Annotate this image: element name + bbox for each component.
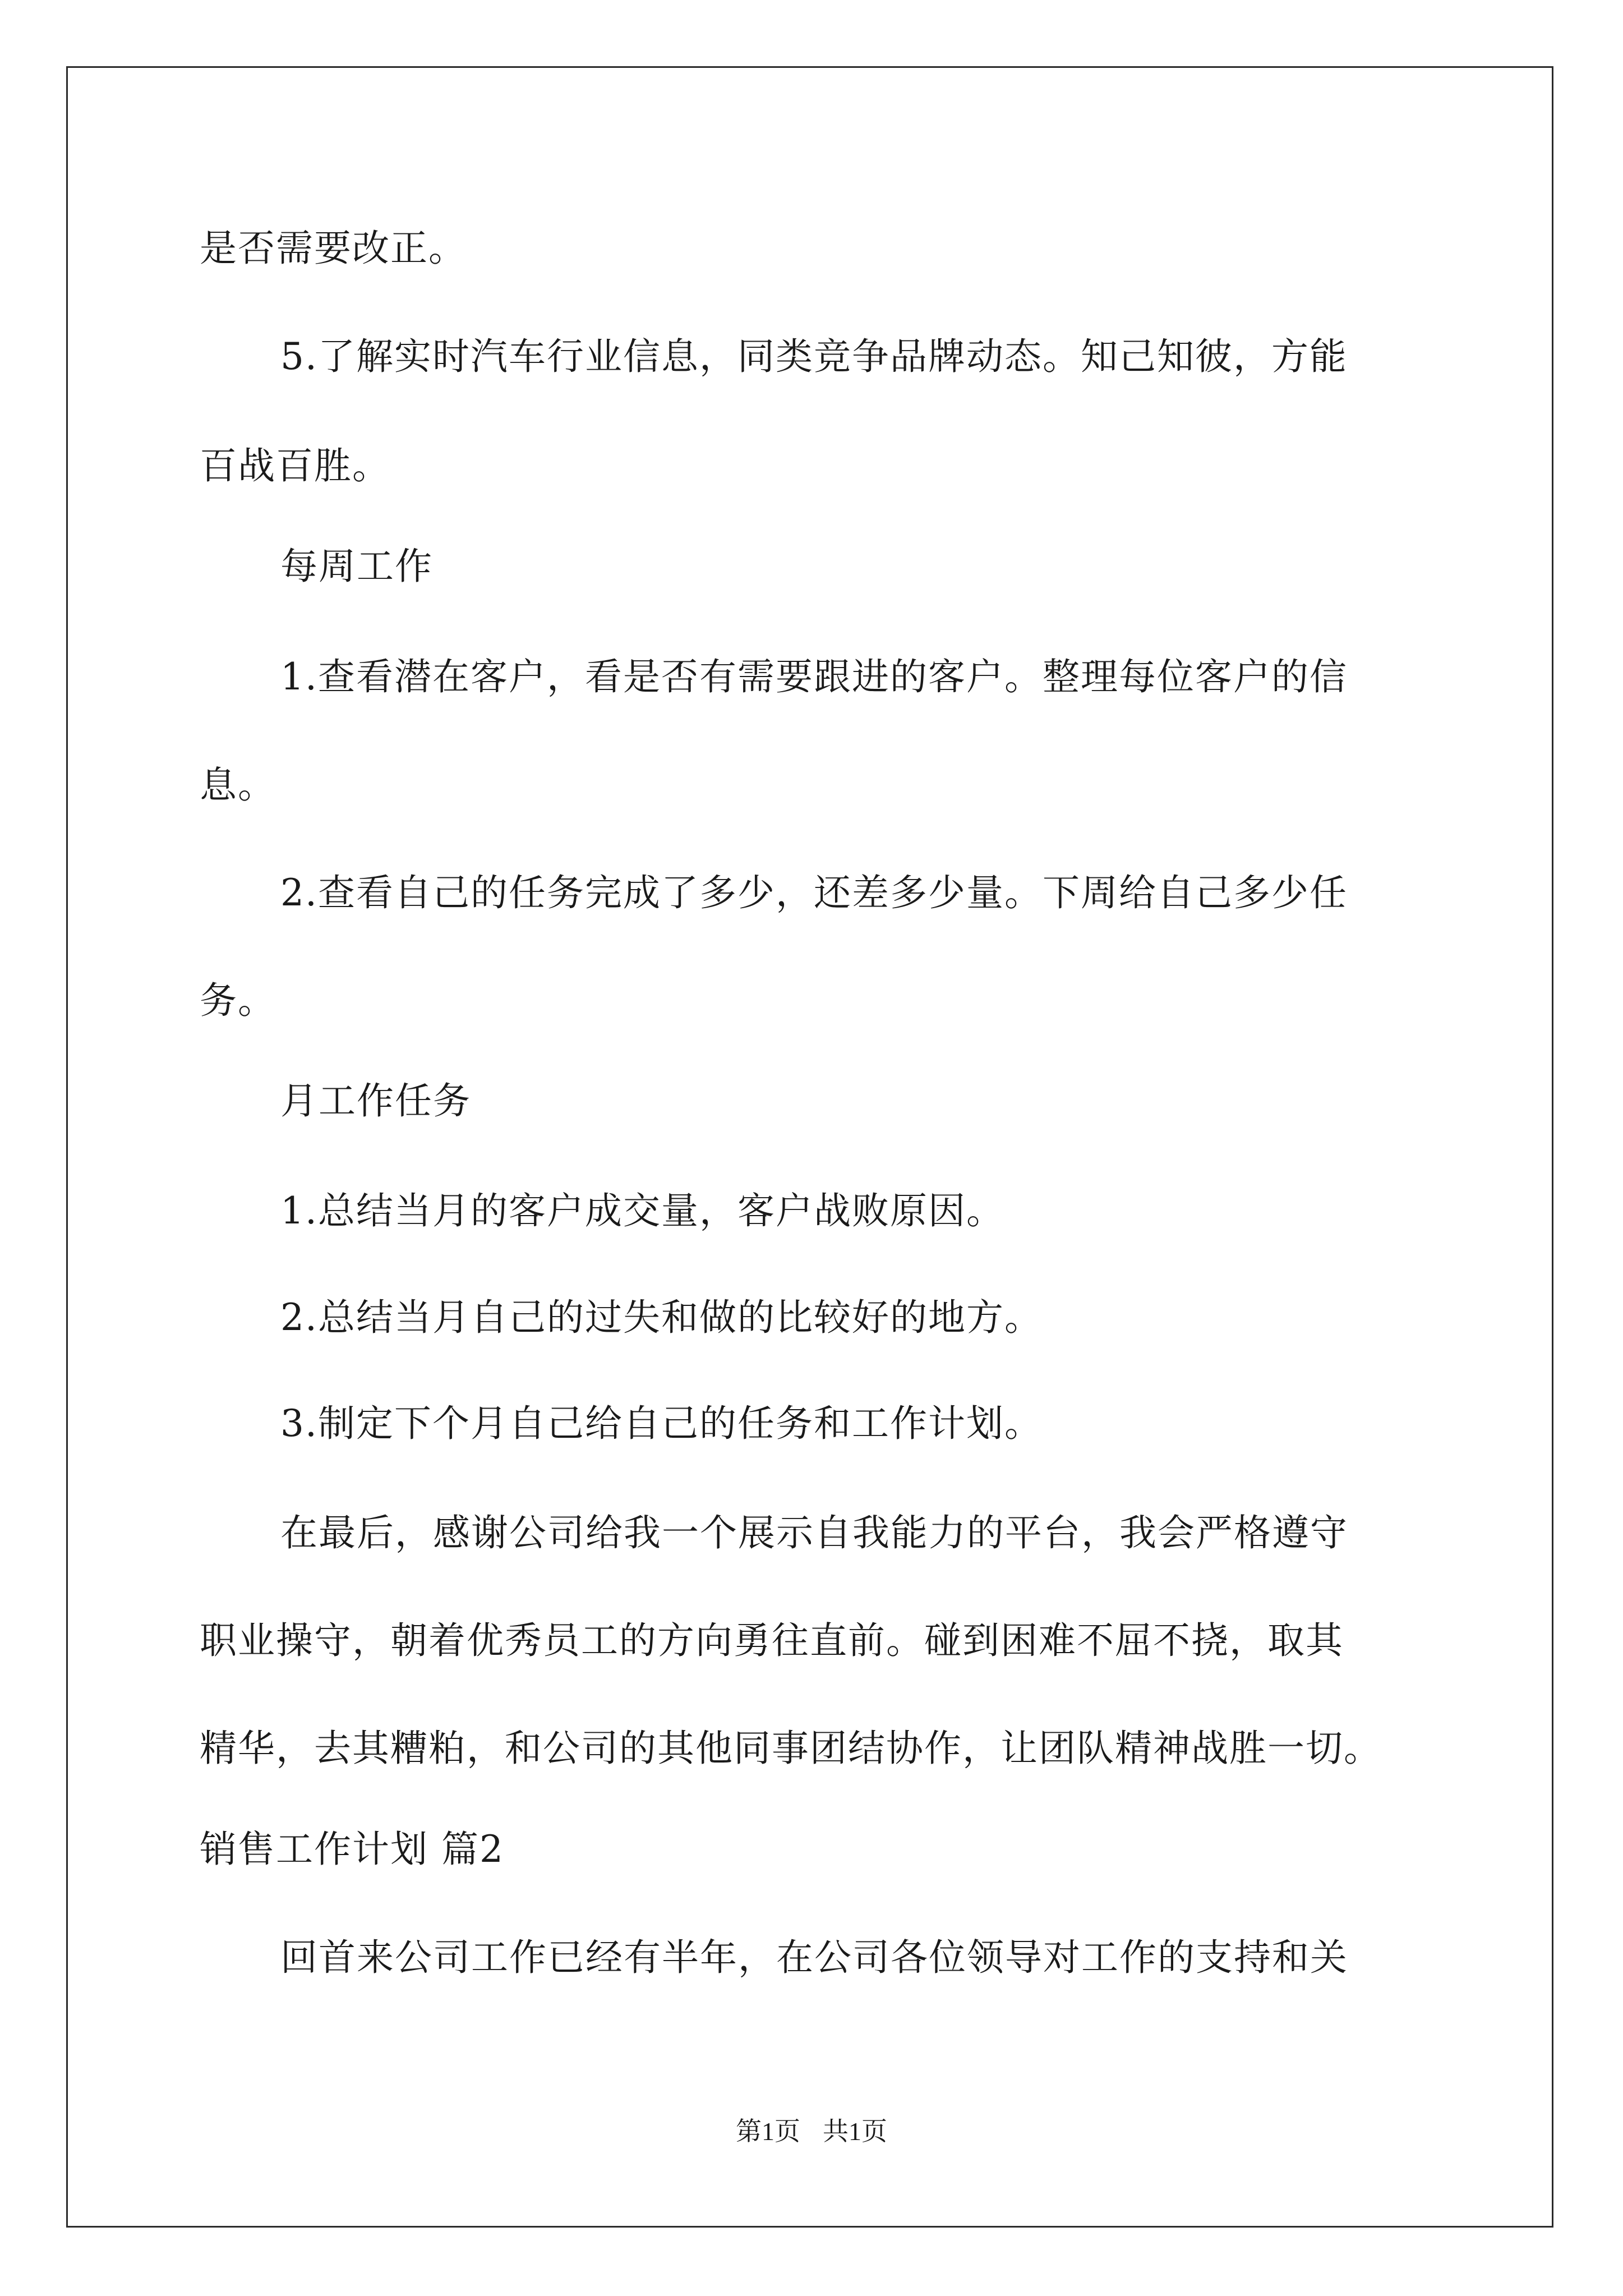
body-line-3: 百战百胜。 [200, 444, 390, 487]
body-line-11: 2.总结当月自己的过失和做的比较好的地方。 [280, 1296, 1043, 1339]
page-border [66, 66, 1553, 2228]
page-number-total: 共1页 [823, 2117, 887, 2146]
page-number-current: 第1页 [736, 2117, 800, 2146]
body-line-7: 2.查看自己的任务完成了多少，还差多少量。下周给自己多少任 [280, 871, 1348, 914]
body-line-8: 务。 [200, 979, 276, 1022]
body-line-14: 职业操守，朝着优秀员工的方向勇往直前。碰到困难不屈不挠，取其 [200, 1619, 1344, 1662]
body-line-12: 3.制定下个月自己给自己的任务和工作计划。 [280, 1402, 1043, 1445]
body-line-1: 是否需要改正。 [200, 227, 467, 270]
body-line-10: 1.总结当月的客户成交量，客户战败原因。 [280, 1189, 1004, 1232]
body-line-5: 1.查看潜在客户，看是否有需要跟进的客户。整理每位客户的信 [280, 655, 1348, 698]
body-line-13: 在最后，感谢公司给我一个展示自我能力的平台，我会严格遵守 [280, 1511, 1348, 1554]
section-heading-weekly: 每周工作 [280, 545, 433, 588]
page-footer [0, 2115, 1623, 2148]
section-heading-monthly: 月工作任务 [280, 1079, 471, 1122]
body-line-6: 息。 [200, 763, 276, 807]
body-line-2: 5.了解实时汽车行业信息，同类竞争品牌动态。知己知彼，方能 [280, 335, 1348, 378]
section-title-part-2: 销售工作计划 篇2 [200, 1828, 504, 1871]
body-line-15: 精华，去其糟粕，和公司的其他同事团结协作，让团队精神战胜一切。 [200, 1727, 1382, 1770]
body-line-17: 回首来公司工作已经有半年，在公司各位领导对工作的支持和关 [280, 1936, 1348, 1979]
